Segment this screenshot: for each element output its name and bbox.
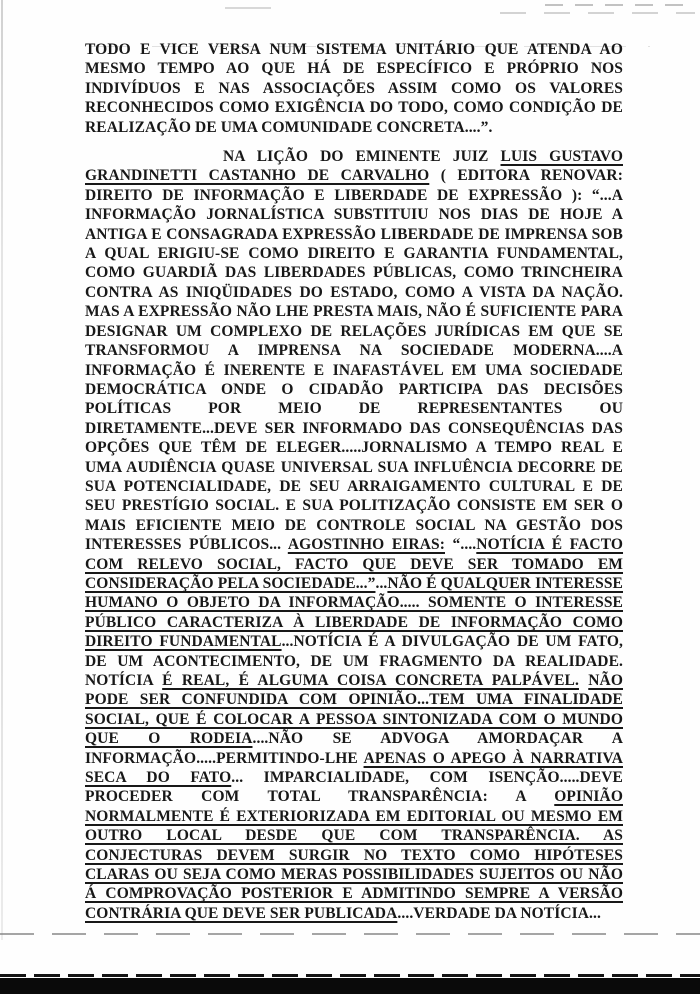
text-segment — [579, 672, 588, 689]
text-segment: ....VERDADE DA NOTÍCIA... — [397, 904, 601, 922]
scan-smudge-artifact — [545, 4, 695, 6]
text-segment: “.... — [445, 536, 477, 554]
underlined-text-segment: NOTÍCIA É FACTO COM RELEVO SOCIAL, FACTO QUE DEVE SER TOMADO EM CONSIDERAÇÃO PELA SOCIEDADE...” — [85, 536, 624, 592]
document-text — [85, 40, 623, 923]
text-segment: ... — [375, 574, 388, 592]
scan-edge-artifact — [1, 0, 3, 940]
paragraph — [85, 147, 623, 923]
scanner-black-bar — [0, 978, 700, 994]
scanner-bar-dashes — [0, 974, 700, 977]
underlined-text-segment: NÃO PODE SER CONFUNDIDA COM OPINIÃO...TEM UMA FINALIDADE SOCIAL, QUE É COLOCAR A PESSOA SINTONIZADA COM O MUNDO QUE O RODEIA — [85, 672, 623, 748]
text-segment: ... IMPARCIALIDADE, COM ISENÇÃO.....DEVE PROCEDER COM TOTAL TRANSPARÊNCIA: A — [85, 769, 623, 806]
underlined-text-segment: OPINIÃO NORMALMENTE É EXTERIORIZADA EM EDITORIAL OU MESMO EM OUTRO LOCAL DESDE QUE COM TRANSPARÊNCIA. AS CONJECTURAS DEVEM SURGIR NO TEXTO COMO HIPÓTESES CLARAS OU SEJA COMO MERAS POSSIBILIDADES SUJEITOS OU NÃO Á COMPROVAÇÃO POSTERIOR E ADMITINDO SEMPRE A VERSÃO CONTRÁRIA QUE DEVE SER PUBLICADA — [85, 788, 623, 922]
underlined-text-segment: APENAS O APEGO À NARRATIVA SECA DO FATO — [85, 749, 623, 787]
text-segment: ( EDITORA RENOVAR: DIREITO DE INFORMAÇÃO E LIBERDADE DE EXPRESSÃO ): “...A INFORMAÇÃO JORNALÍSTICA SUBSTITUIU NOS DIAS DE HOJE A ANTIGA E CONSAGRADA EXPRESSÃO LIBERDADE DE IMPRENSA SOB A QUAL ERIGIU-SE COMO DIREITO E GARANTIA FUNDAMENTAL, COMO GUARDIÃ DAS LIBERDADES PÚBLICAS, COMO TRINCHEIRA CONTRA AS INIQÜIDADES DO ESTADO, COMO A VISTA DA NAÇÃO. MAS A EXPRESSÃO NÃO LHE PRESTA MAIS, NÃO É SUFICIENTE PARA DESIGNAR UM COMPLEXO DE RELAÇÕES JURÍDICAS EM QUE SE TRANSFORMOU A IMPRENSA NA SOCIEDADE MODERNA....A INFORMAÇÃO É INERENTE E INAFASTÁVEL EM UMA SOCIEDADE DEMOCRÁTICA ONDE O CIDADÃO PARTICIPA DAS DECISÕES POLÍTICAS POR MEIO DE REPRESENTANTES OU DIRETAMENTE...DEVE SER INFORMADO DAS CONSEQUÊNCIAS DAS OPÇÕES QUE TÊM DE ELEGER.....JORNALISMO A TEMPO REAL E UMA AUDIÊNCIA QUASE UNIVERSAL SUA INFLUÊNCIA DECORRE DE SUA POTENCIALIDADE, DE SEU ARRAIGAMENTO CULTURAL E DE SEU PRESTÍGIO SOCIAL. E SUA POLITIZAÇÃO CONSISTE EM SER O MAIS EFICIENTE MEIO DE CONTROLE SOCIAL NA GESTÃO DOS INTERESSES PÚBLICOS... — [85, 167, 623, 554]
text-segment: TODO E VICE VERSA NUM SISTEMA UNITÁRIO QUE ATENDA AO MESMO TEMPO AO QUE HÁ DE ESPECÍFICO E PRÓPRIO NOS INDIVÍDUOS E NAS ASSOCIAÇÕES ASSIM COMO OS VALORES RECONHECIDOS COMO EXIGÊNCIA DO TODO, COMO CONDIÇÃO DE REALIZAÇÃO DE UMA COMUNIDADE CONCRETA....”. — [85, 41, 623, 136]
text-segment: ...NOTÍCIA É A DIVULGAÇÃO DE UM FATO, DE UM ACONTECIMENTO, DE UM FRAGMENTO DA REALIDADE. NOTÍCIA — [85, 633, 623, 689]
text-segment: NA LIÇÃO DO EMINENTE JUIZ — [223, 148, 501, 166]
scan-smudge-artifact — [225, 7, 271, 9]
underlined-text-segment: É REAL, É ALGUMA COISA CONCRETA PALPÁVEL. — [162, 672, 579, 689]
underlined-text-segment: LUIS GUSTAVO GRANDINETTI CASTANHO DE CARVALHO — [85, 148, 623, 185]
scan-dashed-line-artifact — [0, 933, 700, 935]
underlined-text-segment: NÃO É QUALQUER INTERESSE HUMANO O OBJETO DA INFORMAÇÃO..... SOMENTE O INTERESSE PÚBLICO CARACTERIZA À LIBERDADE DE INFORMAÇÃO COMO DIREITO FUNDAMENTAL — [85, 574, 623, 651]
underlined-text-segment: AGOSTINHO EIRAS: — [287, 536, 445, 554]
paragraph — [85, 40, 623, 137]
scan-smudge-artifact — [500, 12, 695, 14]
text-segment: ....NÃO SE ADVOGA AMORDAÇAR A INFORMAÇÃO.....PERMITINDO-LHE — [85, 730, 623, 767]
